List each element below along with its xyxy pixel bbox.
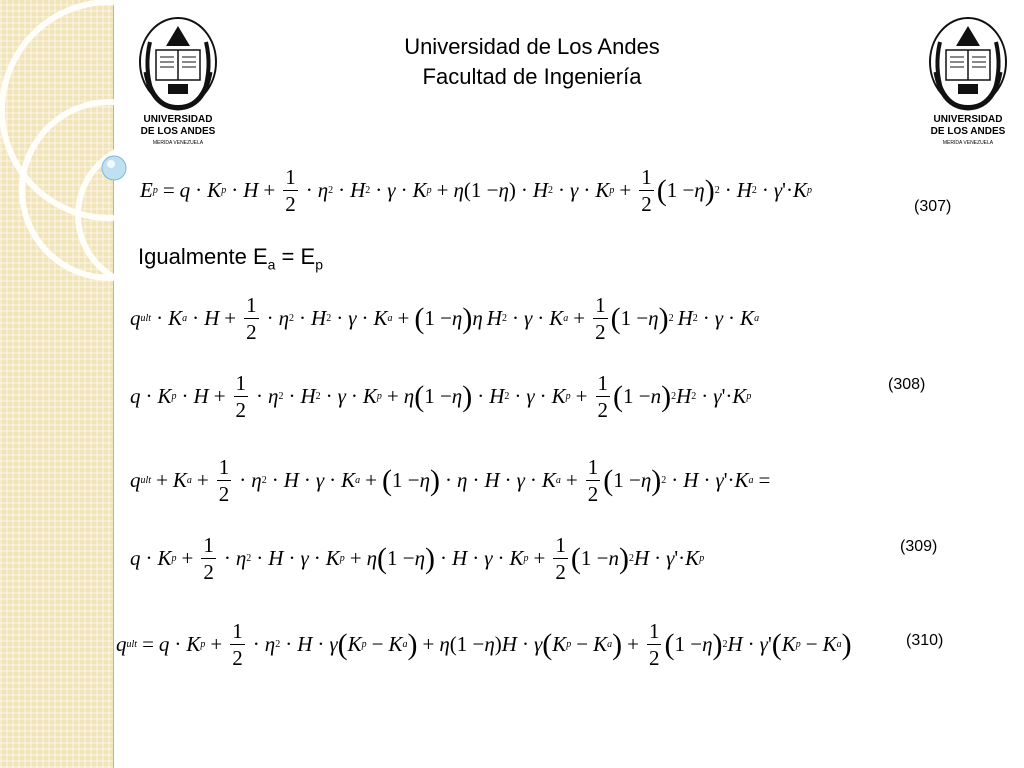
page-header <box>300 32 764 92</box>
faculty-name: Facultad de Ingeniería <box>422 64 642 89</box>
university-name: Universidad de Los Andes <box>404 34 660 59</box>
university-logo-left <box>132 12 224 152</box>
equation-number-309: (309) <box>900 538 938 555</box>
svg-text:UNIVERSIDAD: UNIVERSIDAD <box>143 114 213 125</box>
svg-text:MERIDA VENEZUELA: MERIDA VENEZUELA <box>152 140 204 146</box>
equation-308-lhs: q ult · K a · H + $\frac{1}{2}$ · η 2 · H 2 · γ · K a + ( 1 − η ) η H 2 · γ · K a + $\frac{1}{2}$ ( 1 − η ) 2 H 2 · γ · K a <box>130 293 760 344</box>
equation-307: E p = q · K p · H + $\frac{1}{2}$ · η 2 · H 2 · γ · K p + η (1 − η ) · H 2 · γ · K p + $\frac{1}{2}$ ( 1 − η ) 2 · H 2 · γ '· K p <box>140 165 812 216</box>
equation-309-lhs: q ult + K a + $\frac{1}{2}$ · η 2 · H · γ · K a + ( 1 − η ) · η · H · γ · K a + $\frac{1}{2}$ ( 1 − η ) 2 · H · γ '· K a = <box>130 455 771 506</box>
equation-number-308: (308) <box>888 376 926 393</box>
equation-310: q ult = q · K p + $\frac{1}{2}$ · η 2 · H · γ ( K p − K a ) + η (1 − η ) H · γ ( K p − K a ) + $\frac{1}{2}$ ( 1 − η ) 2 H · γ ' ( K p − K a ) <box>116 619 852 670</box>
equation-number-307: (307) <box>914 198 952 215</box>
svg-text:UNIVERSIDAD: UNIVERSIDAD <box>933 114 1003 125</box>
equality-statement: Igualmente $E_a = E_p$ <box>138 244 323 273</box>
svg-text:DE LOS ANDES: DE LOS ANDES <box>930 126 1006 137</box>
svg-text:MERIDA VENEZUELA: MERIDA VENEZUELA <box>942 140 994 146</box>
svg-text:DE LOS ANDES: DE LOS ANDES <box>140 126 216 137</box>
equation-number-310: (310) <box>906 632 944 649</box>
university-logo-right <box>922 12 1014 152</box>
equation-309-rhs: q · K p + $\frac{1}{2}$ · η 2 · H · γ · K p + η ( 1 − η ) · H · γ · K p + $\frac{1}{2}$ ( 1 − n ) 2 H · γ '· K p <box>130 533 705 584</box>
equation-308-rhs: q · K p · H + $\frac{1}{2}$ · η 2 · H 2 · γ · K p + η ( 1 − η ) · H 2 · γ · K p + $\frac{1}{2}$ ( 1 − n ) 2 H 2 · γ '· K p <box>130 371 752 422</box>
